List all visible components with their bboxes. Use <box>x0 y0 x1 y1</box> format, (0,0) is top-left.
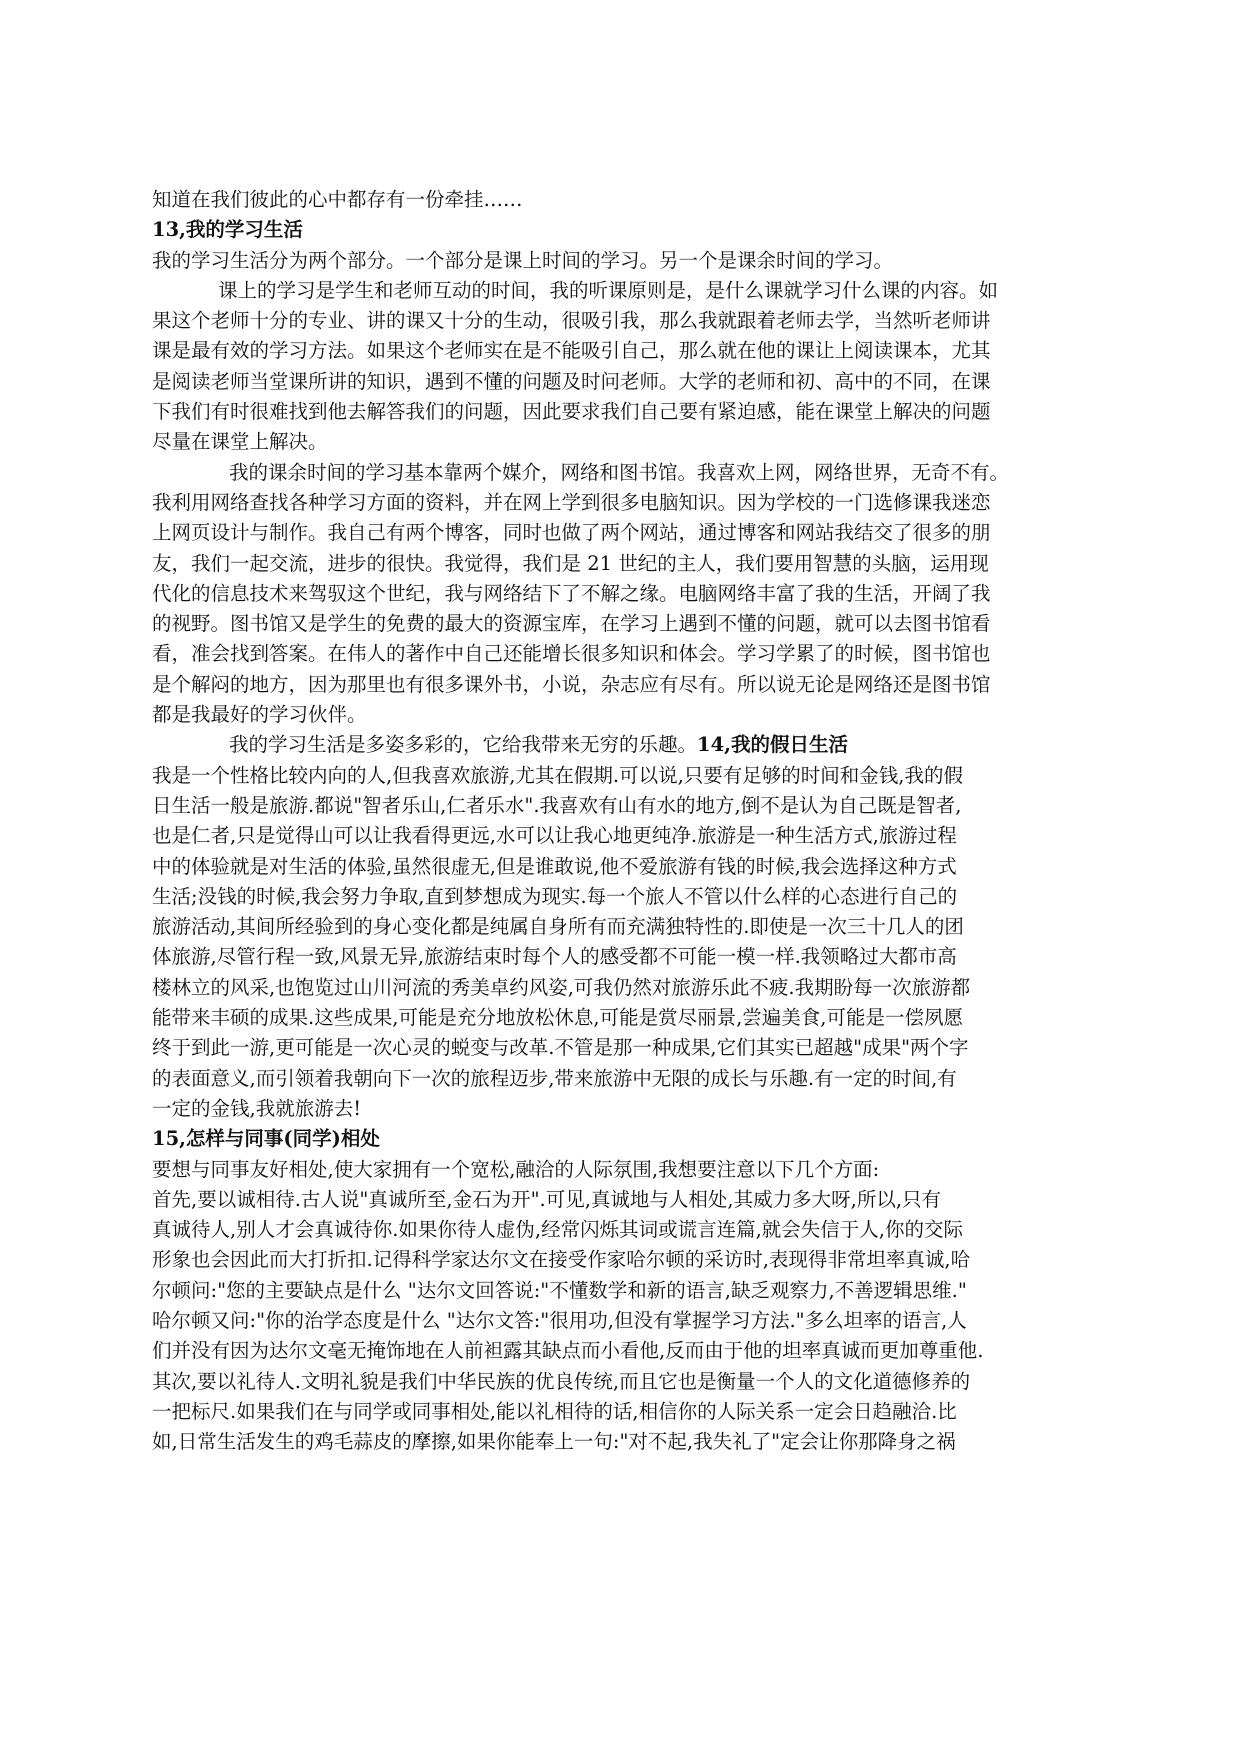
text-line: 楼林立的风采,也饱览过山川河流的秀美卓约风姿,可我仍然对旅游乐此不疲.我期盼每一次旅游都 <box>152 975 971 999</box>
text-line: 都是我最好的学习伙伴。 <box>152 703 367 727</box>
section-heading-13: 13,我的学习生活 <box>152 218 303 242</box>
paragraph-start: 课上的学习是学生和老师互动的时间，我的听课原则是，是什么课就学习什么课的内容。如 <box>218 278 999 302</box>
text-line: 如,日常生活发生的鸡毛蒜皮的摩擦,如果你能奉上一句:"对不起,我失礼了"定会让你那降身之祸 <box>152 1430 956 1454</box>
text-line: 要想与同事友好相处,使大家拥有一个宽松,融洽的人际氛围,我想要注意以下几个方面: <box>152 1157 880 1181</box>
text-line: 友，我们一起交流，进步的很快。我觉得，我们是 21 世纪的主人，我们要用智慧的头脑，运用现 <box>152 551 989 575</box>
text-line: 上网页设计与制作。我自己有两个博客，同时也做了两个网站，通过博客和网站我结交了很多的朋 <box>152 521 991 545</box>
text-line: 是阅读老师当堂课所讲的知识，遇到不懂的问题及时问老师。大学的老师和初、高中的不同，在课 <box>152 369 991 393</box>
section-heading-15: 15,怎样与同事(同学)相处 <box>152 1127 380 1151</box>
text-line: 生活;没钱的时候,我会努力争取,直到梦想成为现实.每一个旅人不管以什么样的心态进行自己的 <box>152 884 958 908</box>
text-line: 首先,要以诚相待.古人说"真诚所至,金石为开".可见,真诚地与人相处,其威力多大呀,所以,只有 <box>152 1187 942 1211</box>
text-line: 的表面意义,而引领着我朝向下一次的旅程迈步,带来旅游中无限的成长与乐趣.有一定的时间,有 <box>152 1066 957 1090</box>
text-line: 是个解闷的地方，因为那里也有很多课外书，小说，杂志应有尽有。所以说无论是网络还是图书馆 <box>152 672 991 696</box>
paragraph-start <box>152 730 1087 760</box>
document-page <box>152 185 1087 1457</box>
section-heading-14: 14,我的假日生活 <box>697 733 848 757</box>
text-line: 日生活一般是旅游.都说"智者乐山,仁者乐水".我喜欢有山有水的地方,倒不是认为自己既是智者, <box>152 793 962 817</box>
text-line: 我的学习生活分为两个部分。一个部分是课上时间的学习。另一个是课余时间的学习。 <box>152 248 894 272</box>
paragraph-start: 我的课余时间的学习基本靠两个媒介，网络和图书馆。我喜欢上网，网络世界，无奇不有。 <box>229 460 1010 484</box>
text-line: 一定的金钱,我就旅游去! <box>152 1096 362 1120</box>
text-line: 旅游活动,其间所经验到的身心变化都是纯属自身所有而充满独特性的.即使是一次三十几人的团 <box>152 915 964 939</box>
text-line: 的视野。图书馆又是学生的免费的最大的资源宝库，在学习上遇到不懂的问题，就可以去图书馆看 <box>152 612 991 636</box>
text-line: 中的体验就是对生活的体验,虽然很虚无,但是谁敢说,他不爱旅游有钱的时候,我会选择这种方式 <box>152 854 957 878</box>
text-line: 体旅游,尽管行程一致,风景无异,旅游结束时每个人的感受都不可能一模一样.我领略过大都市高 <box>152 945 957 969</box>
text-line: 我利用网络查找各种学习方面的资料，并在网上学到很多电脑知识。因为学校的一门选修课我迷恋 <box>152 490 991 514</box>
text-line: 哈尔顿又问:"你的治学态度是什么 "达尔文答:"很用功,但没有掌握学习方法."多么坦率的语言,人 <box>152 1308 967 1332</box>
text-line: 终于到此一游,更可能是一次心灵的蜕变与改革.不管是那一种成果,它们其实已超越"成果"两个字 <box>152 1036 969 1060</box>
text-line: 尔顿问:"您的主要缺点是什么 "达尔文回答说:"不懂数学和新的语言,缺乏观察力,不善逻辑思维." <box>152 1278 967 1302</box>
text-line: 下我们有时很难找到他去解答我们的问题，因此要求我们自己要有紧迫感，能在课堂上解决的问题 <box>152 400 991 424</box>
text-line: 知道在我们彼此的心中都存有一份牵挂…… <box>152 188 523 211</box>
text-line: 一把标尺.如果我们在与同学或同事相处,能以礼相待的话,相信你的人际关系一定会日趋融洽.比 <box>152 1399 957 1423</box>
text-line: 尽量在课堂上解决。 <box>152 430 328 454</box>
text-line: 其次,要以礼待人.文明礼貌是我们中华民族的优良传统,而且它也是衡量一个人的文化道德修养的 <box>152 1369 971 1393</box>
text-line: 也是仁者,只是觉得山可以让我看得更远,水可以让我心地更纯净.旅游是一种生活方式,旅游过程 <box>152 824 957 848</box>
text-line: 形象也会因此而大打折扣.记得科学家达尔文在接受作家哈尔顿的采访时,表现得非常坦率真诚,哈 <box>152 1248 971 1272</box>
text-line: 能带来丰硕的成果.这些成果,可能是充分地放松休息,可能是赏尽丽景,尝遍美食,可能是一偿夙愿 <box>152 1006 963 1030</box>
text-line: 们并没有因为达尔文毫无掩饰地在人前袒露其缺点而小看他,反而由于他的坦率真诚而更加尊重他. <box>152 1339 984 1363</box>
text-line: 看，准会找到答案。在伟人的著作中自己还能增长很多知识和体会。学习学累了的时候，图书馆也 <box>152 642 991 666</box>
text-line: 真诚待人,别人才会真诚待你.如果你待人虚伪,经常闪烁其词或谎言连篇,就会失信于人,你的交际 <box>152 1218 963 1242</box>
text-line: 课是最有效的学习方法。如果这个老师实在是不能吸引自己，那么就在他的课让上阅读课本，尤其 <box>152 339 991 363</box>
text-line: 我是一个性格比较内向的人,但我喜欢旅游,尤其在假期.可以说,只要有足够的时间和金钱,我的假 <box>152 763 963 787</box>
text-line: 果这个老师十分的专业、讲的课又十分的生动，很吸引我，那么我就跟着老师去学，当然听老师讲 <box>152 309 991 333</box>
text-span: 我的学习生活是多姿多彩的，它给我带来无穷的乐趣。 <box>229 733 698 757</box>
text-line: 代化的信息技术来驾驭这个世纪，我与网络结下了不解之缘。电脑网络丰富了我的生活，开阔了我 <box>152 581 991 605</box>
